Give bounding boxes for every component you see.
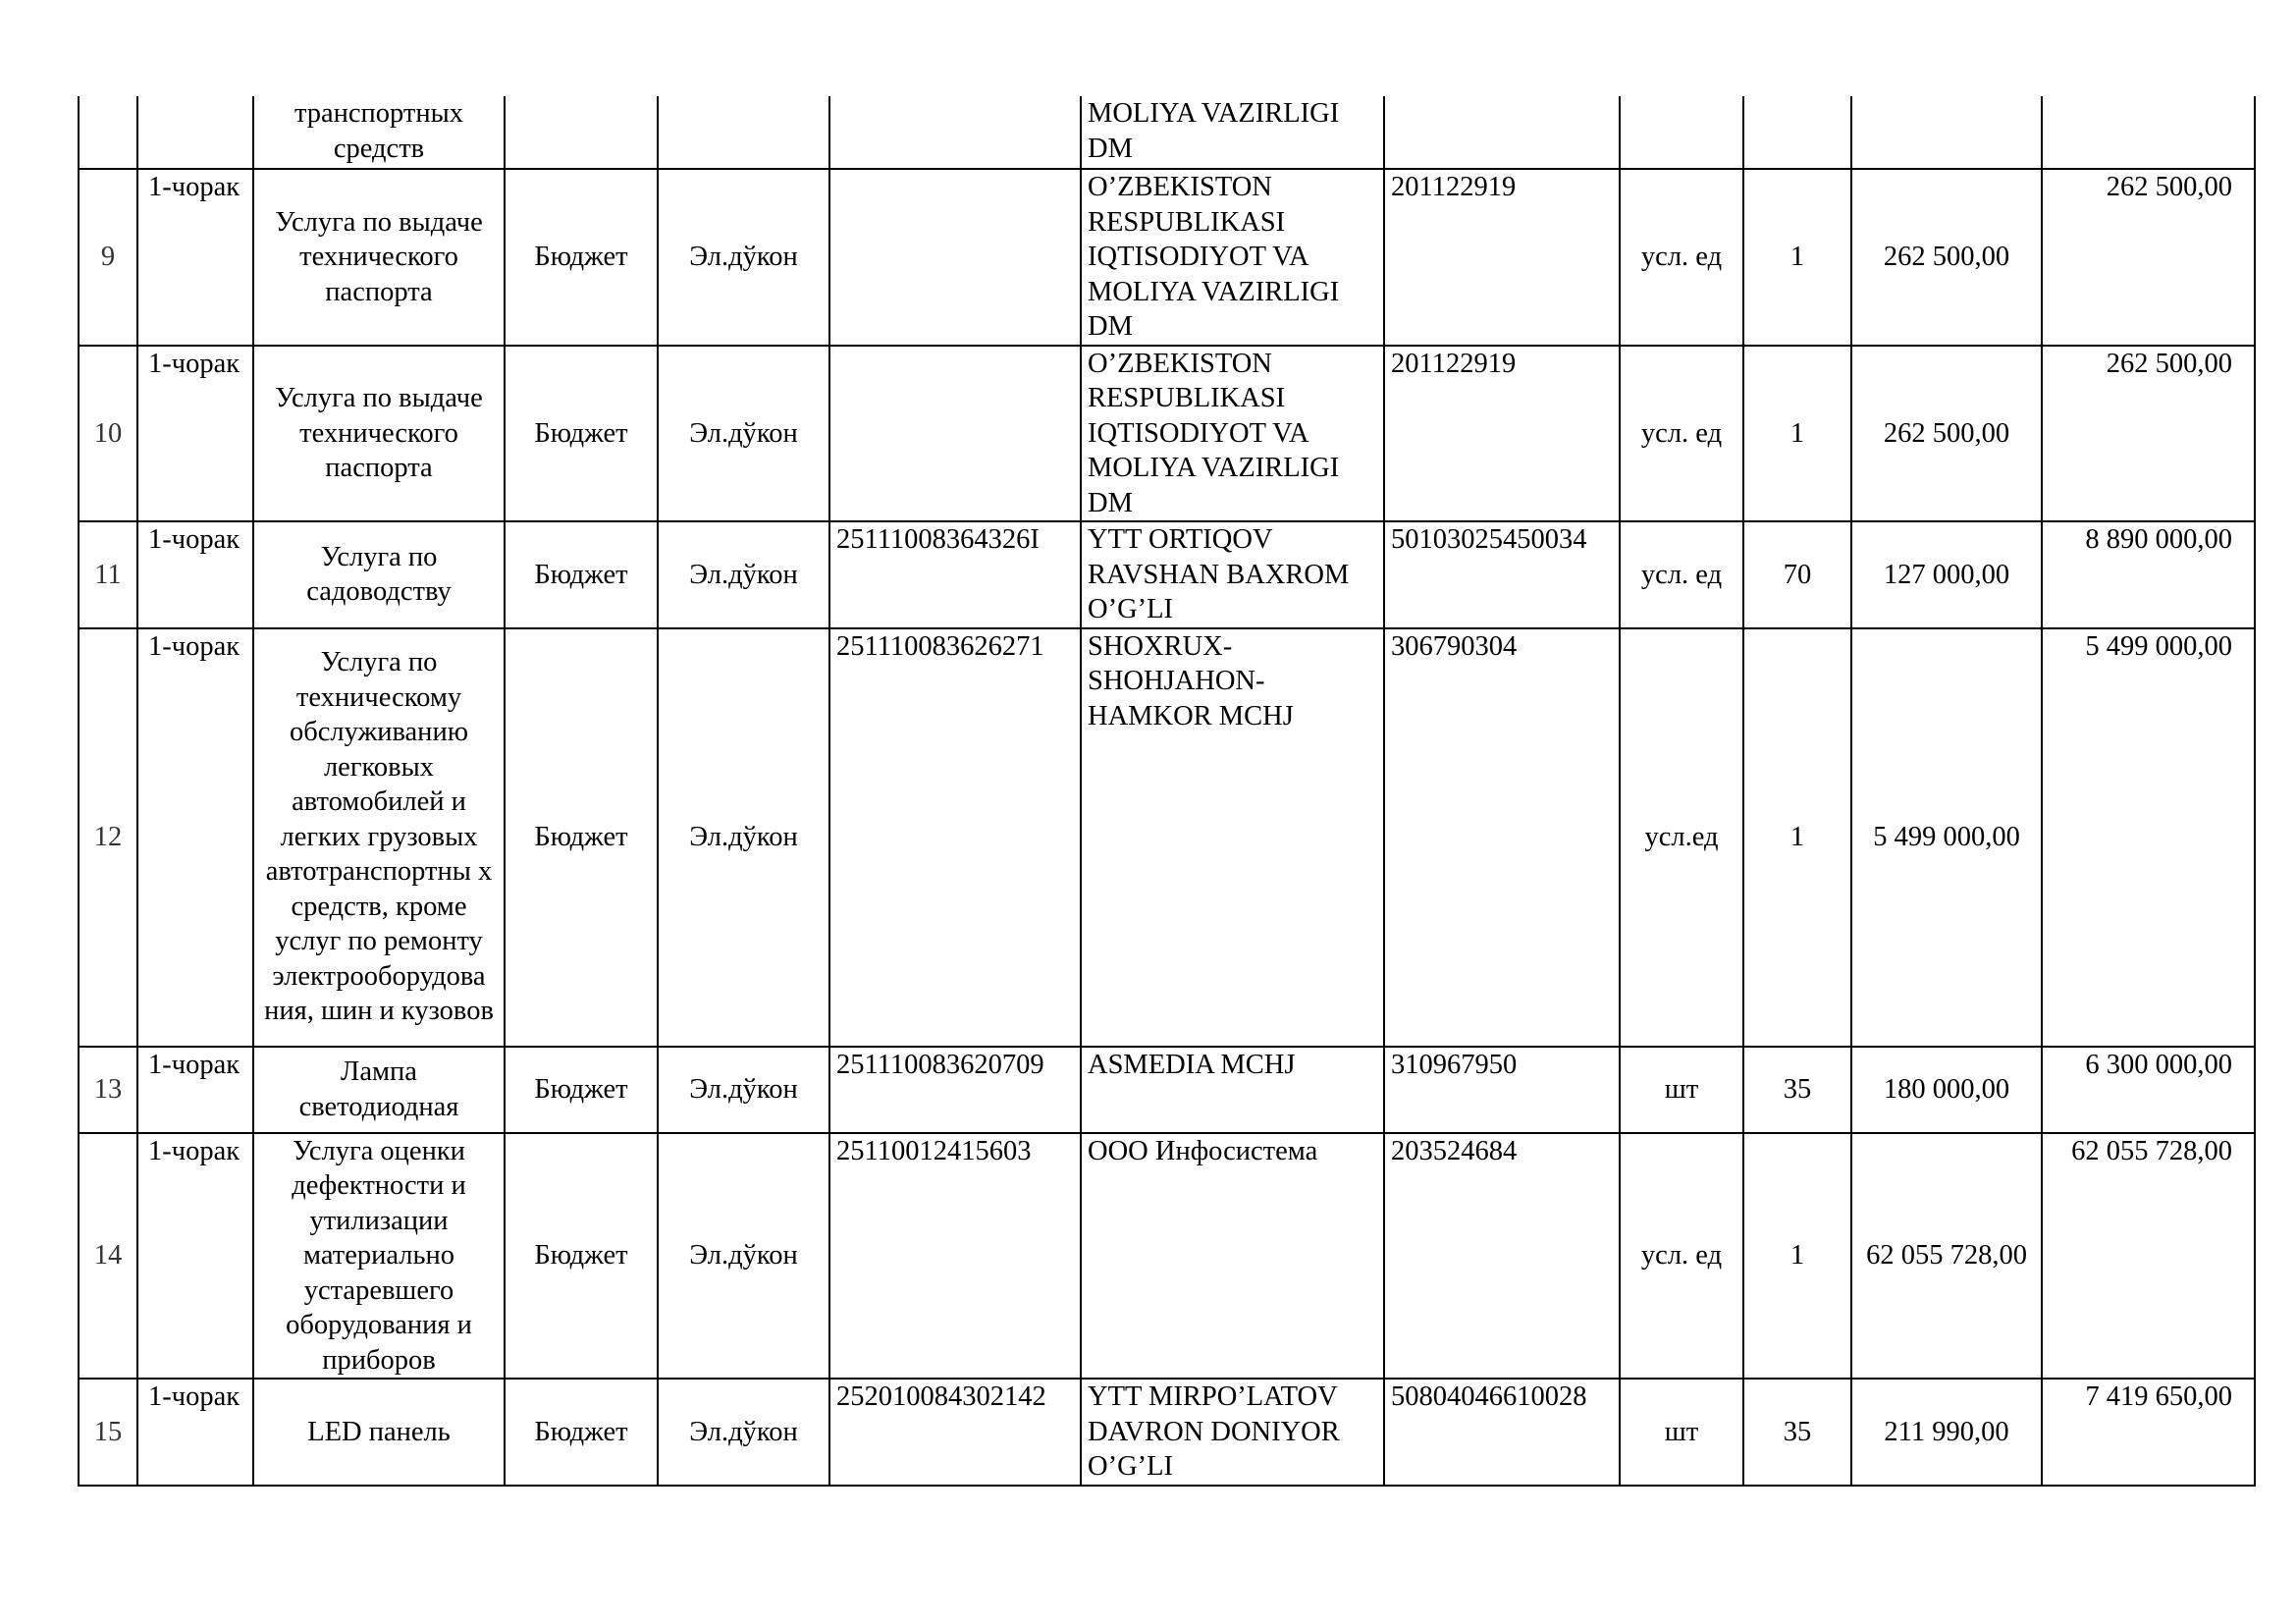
cell-quarter: 1-чорак [137, 521, 253, 628]
procurement-table [78, 96, 2256, 1487]
cell-method: Эл.дўкон [658, 346, 829, 522]
cell-supplier: ООО Инфосистема [1081, 1133, 1384, 1380]
cell-name: Лампа светодиодная [253, 1047, 505, 1133]
cell-price: 211 990,00 [1851, 1379, 2042, 1486]
cell-funding: Бюджет [505, 1047, 658, 1133]
cell-contract: 25111008364326I [829, 521, 1081, 628]
table-row [79, 169, 2255, 346]
cell-supplier: SHOXRUX-SHOHJAHON-HAMKOR MCHJ [1081, 628, 1384, 1047]
cell-name: LED панель [253, 1379, 505, 1486]
cell-name: Услуга оценки дефектности и утилизации материально устаревшего оборудования и приборов [253, 1133, 505, 1380]
cell-inn: 50804046610028 [1384, 1379, 1620, 1486]
cell-method: Эл.дўкон [658, 1133, 829, 1380]
cell-method: Эл.дўкон [658, 1379, 829, 1486]
cell-method: Эл.дўкон [658, 1047, 829, 1133]
cell-total: 262 500,00 [2042, 169, 2255, 346]
cell-funding: Бюджет [505, 346, 658, 522]
cell-supplier: MOLIYA VAZIRLIGI DM [1081, 96, 1384, 169]
cell-unit: усл. ед [1620, 521, 1743, 628]
table-row-continued [79, 96, 2255, 169]
cell-no: 10 [79, 346, 137, 522]
table-row [79, 1133, 2255, 1380]
cell-funding: Бюджет [505, 521, 658, 628]
cell-quarter: 1-чорак [137, 628, 253, 1047]
cell-total: 7 419 650,00 [2042, 1379, 2255, 1486]
cell-name: Услуга по выдаче технического паспорта [253, 169, 505, 346]
cell-quarter: 1-чорак [137, 346, 253, 522]
cell-no: 12 [79, 628, 137, 1047]
cell-contract [829, 346, 1081, 522]
table-row [79, 1047, 2255, 1133]
cell-contract [829, 96, 1081, 169]
table-row [79, 1379, 2255, 1486]
cell-total: 5 499 000,00 [2042, 628, 2255, 1047]
cell-unit: шт [1620, 1379, 1743, 1486]
cell-method: Эл.дўкон [658, 628, 829, 1047]
cell-qty: 1 [1743, 346, 1851, 522]
cell-supplier: YTT MIRPO’LATOV DAVRON DONIYOR O’G’LI [1081, 1379, 1384, 1486]
cell-inn: 306790304 [1384, 628, 1620, 1047]
cell-qty: 1 [1743, 628, 1851, 1047]
cell-price: 262 500,00 [1851, 169, 2042, 346]
cell-price: 62 055 728,00 [1851, 1133, 2042, 1380]
cell-unit: шт [1620, 1047, 1743, 1133]
cell-price: 180 000,00 [1851, 1047, 2042, 1133]
cell-name: транспортных средств [253, 96, 505, 169]
cell-unit: усл. ед [1620, 346, 1743, 522]
cell-funding: Бюджет [505, 169, 658, 346]
cell-contract: 251110083626271 [829, 628, 1081, 1047]
cell-qty: 1 [1743, 169, 1851, 346]
cell-qty: 70 [1743, 521, 1851, 628]
cell-contract: 251110083620709 [829, 1047, 1081, 1133]
cell-inn: 50103025450034 [1384, 521, 1620, 628]
cell-method: Эл.дўкон [658, 169, 829, 346]
cell-contract [829, 169, 1081, 346]
cell-total: 8 890 000,00 [2042, 521, 2255, 628]
cell-unit: усл.ед [1620, 628, 1743, 1047]
cell-inn: 310967950 [1384, 1047, 1620, 1133]
cell-supplier: YTT ORTIQOV RAVSHAN BAXROM O’G’LI [1081, 521, 1384, 628]
cell-qty [1743, 96, 1851, 169]
cell-method: Эл.дўкон [658, 521, 829, 628]
cell-price: 262 500,00 [1851, 346, 2042, 522]
cell-inn: 201122919 [1384, 346, 1620, 522]
cell-total: 6 300 000,00 [2042, 1047, 2255, 1133]
cell-no: 13 [79, 1047, 137, 1133]
cell-price: 5 499 000,00 [1851, 628, 2042, 1047]
cell-price: 127 000,00 [1851, 521, 2042, 628]
table-row [79, 521, 2255, 628]
cell-unit: усл. ед [1620, 169, 1743, 346]
cell-supplier: O’ZBEKISTON RESPUBLIKASI IQTISODIYOT VA MOLIYA VAZIRLIGI DM [1081, 346, 1384, 522]
cell-inn: 203524684 [1384, 1133, 1620, 1380]
cell-qty: 35 [1743, 1379, 1851, 1486]
cell-quarter [137, 96, 253, 169]
cell-supplier: ASMEDIA MCHJ [1081, 1047, 1384, 1133]
cell-funding: Бюджет [505, 1379, 658, 1486]
cell-total: 262 500,00 [2042, 346, 2255, 522]
cell-qty: 1 [1743, 1133, 1851, 1380]
cell-funding: Бюджет [505, 1133, 658, 1380]
cell-inn: 201122919 [1384, 169, 1620, 346]
cell-no: 15 [79, 1379, 137, 1486]
cell-unit [1620, 96, 1743, 169]
cell-quarter: 1-чорак [137, 1047, 253, 1133]
cell-total [2042, 96, 2255, 169]
cell-contract: 252010084302142 [829, 1379, 1081, 1486]
cell-qty: 35 [1743, 1047, 1851, 1133]
cell-funding: Бюджет [505, 628, 658, 1047]
cell-no: 11 [79, 521, 137, 628]
cell-unit: усл. ед [1620, 1133, 1743, 1380]
cell-name: Услуга по выдаче технического паспорта [253, 346, 505, 522]
cell-no [79, 96, 137, 169]
cell-inn [1384, 96, 1620, 169]
cell-name: Услуга по техническому обслуживанию легковых автомобилей и легких грузовых автотранспортны х средств, кроме услуг по ремонту электрооборудова ния, шин и кузовов [253, 628, 505, 1047]
cell-price [1851, 96, 2042, 169]
table-row [79, 346, 2255, 522]
cell-funding [505, 96, 658, 169]
cell-no: 14 [79, 1133, 137, 1380]
cell-supplier: O’ZBEKISTON RESPUBLIKASI IQTISODIYOT VA MOLIYA VAZIRLIGI DM [1081, 169, 1384, 346]
cell-total: 62 055 728,00 [2042, 1133, 2255, 1380]
cell-quarter: 1-чорак [137, 169, 253, 346]
table-row [79, 628, 2255, 1047]
cell-no: 9 [79, 169, 137, 346]
cell-method [658, 96, 829, 169]
cell-name: Услуга по садоводству [253, 521, 505, 628]
cell-contract: 25110012415603 [829, 1133, 1081, 1380]
cell-quarter: 1-чорак [137, 1133, 253, 1380]
cell-quarter: 1-чорак [137, 1379, 253, 1486]
